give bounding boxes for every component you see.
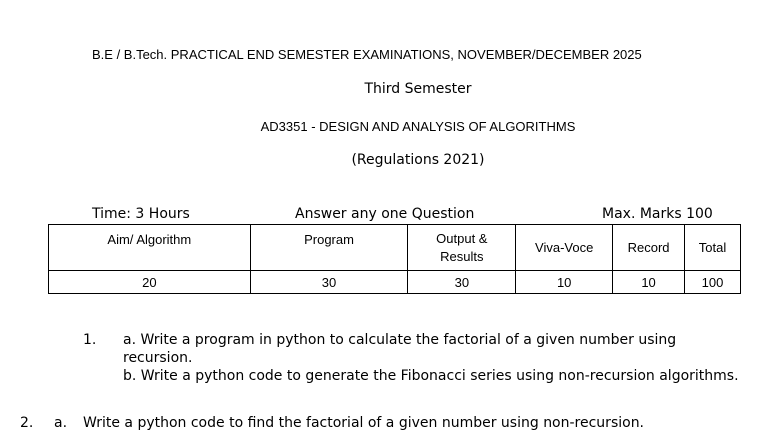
header-output-results: Output & Results (408, 225, 516, 271)
header-total: Total (685, 225, 741, 271)
exam-instruction: Answer any one Question (295, 206, 475, 222)
value-output-results: 30 (408, 271, 516, 294)
semester-heading: Third Semester (364, 81, 472, 97)
course-title: AD3351 - DESIGN AND ANALYSIS OF ALGORITHMS (260, 119, 576, 134)
value-total: 100 (685, 271, 741, 294)
marks-table (48, 224, 741, 294)
question-2 (20, 414, 644, 432)
regulations-text: (Regulations 2021) (351, 152, 485, 168)
question-2-part-label: a. (54, 415, 68, 431)
value-aim-algorithm: 20 (49, 271, 251, 294)
header-record: Record (613, 225, 685, 271)
question-1-part-a: a. Write a program in python to calculate the factorial of a given number using recursion. (123, 332, 677, 366)
exam-duration: Time: 3 Hours (92, 206, 190, 222)
question-1-number: 1. (83, 332, 97, 348)
value-program: 30 (250, 271, 408, 294)
exam-title: B.E / B.Tech. PRACTICAL END SEMESTER EXAMINATIONS, NOVEMBER/DECEMBER 2025 (92, 47, 642, 62)
question-2-text: Write a python code to find the factorial of a given number using non-recursion. (83, 415, 645, 431)
value-record: 10 (613, 271, 685, 294)
marks-values-row (49, 271, 741, 294)
header-program: Program (250, 225, 408, 271)
question-1-body (123, 331, 743, 385)
header-aim-algorithm: Aim/ Algorithm (49, 225, 251, 271)
marks-header-row (49, 225, 741, 271)
question-1-part-b: b. Write a python code to generate the Fibonacci series using non-recursion algorithms. (123, 368, 739, 384)
value-viva-voce: 10 (516, 271, 613, 294)
max-marks: Max. Marks 100 (602, 206, 713, 222)
header-viva-voce: Viva-Voce (516, 225, 613, 271)
question-2-number: 2. (20, 415, 34, 431)
